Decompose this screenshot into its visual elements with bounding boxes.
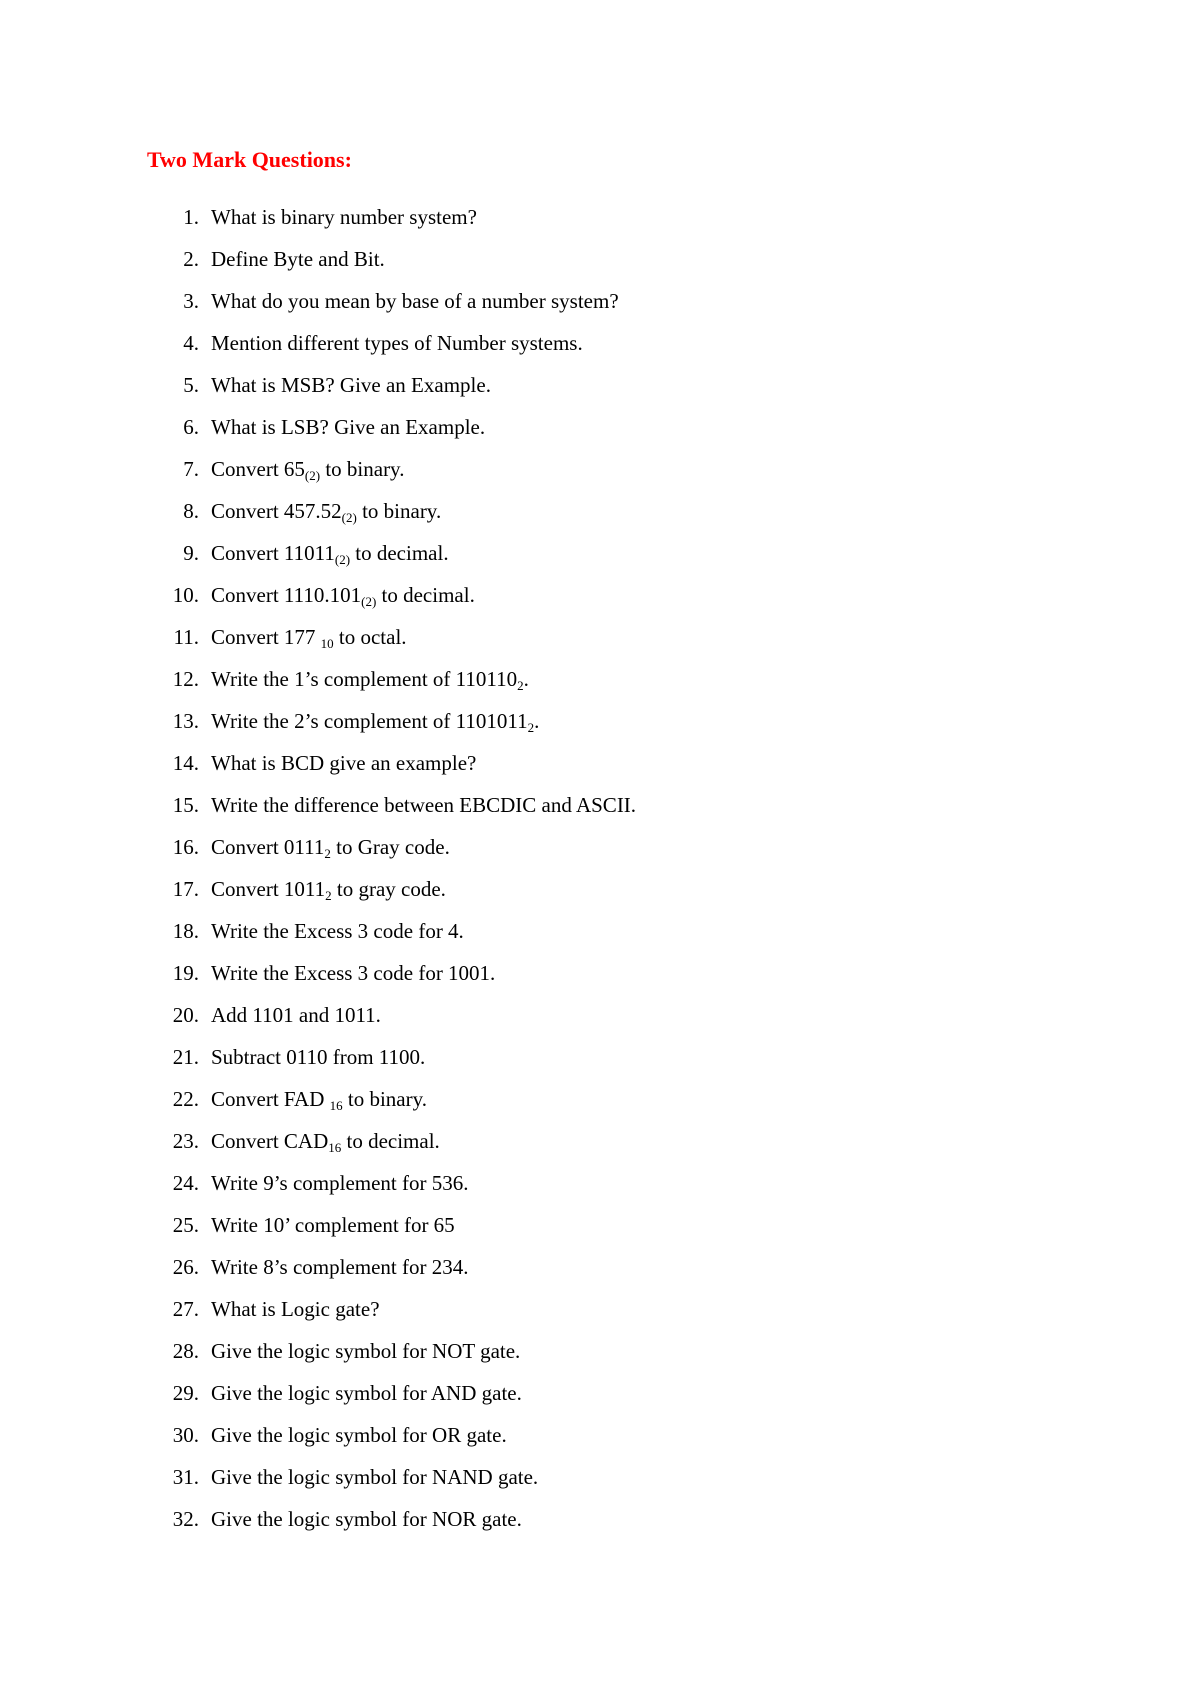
question-text bbox=[211, 960, 495, 986]
question-number: 13. bbox=[172, 709, 199, 733]
question-item bbox=[160, 372, 636, 414]
question-text bbox=[211, 288, 619, 314]
question-text-segment: to decimal. bbox=[350, 541, 449, 565]
question-text-segment: Give the logic symbol for AND gate. bbox=[211, 1381, 522, 1405]
question-text bbox=[211, 582, 475, 608]
question-number: 11. bbox=[173, 625, 199, 649]
question-item bbox=[160, 1422, 636, 1464]
question-text-segment: Convert 457.52 bbox=[211, 499, 342, 523]
question-number: 32. bbox=[172, 1507, 199, 1531]
question-text-segment: Write 8’s complement for 234. bbox=[211, 1255, 469, 1279]
question-number: 5. bbox=[183, 373, 199, 397]
question-item bbox=[160, 498, 636, 540]
question-text-segment: Write 9’s complement for 536. bbox=[211, 1171, 469, 1195]
question-text bbox=[211, 372, 491, 398]
question-text-segment: What is MSB? Give an Example. bbox=[211, 373, 491, 397]
question-number: 6. bbox=[183, 415, 199, 439]
question-text bbox=[211, 708, 539, 734]
question-number: 8. bbox=[183, 499, 199, 523]
question-text-segment: to octal. bbox=[333, 625, 407, 649]
question-list bbox=[160, 204, 636, 1548]
question-item bbox=[160, 1086, 636, 1128]
question-item bbox=[160, 1338, 636, 1380]
question-text bbox=[211, 1338, 520, 1364]
question-text-segment: to decimal. bbox=[376, 583, 475, 607]
question-item bbox=[160, 876, 636, 918]
question-text bbox=[211, 918, 464, 944]
question-text-segment: Define Byte and Bit. bbox=[211, 247, 385, 271]
question-text-segment: Add 1101 and 1011. bbox=[211, 1003, 381, 1027]
question-text-segment: to Gray code. bbox=[330, 835, 450, 859]
question-text-segment: to gray code. bbox=[331, 877, 446, 901]
question-item bbox=[160, 1464, 636, 1506]
question-text-segment: to binary. bbox=[356, 499, 442, 523]
question-item bbox=[160, 1170, 636, 1212]
question-item bbox=[160, 456, 636, 498]
question-item bbox=[160, 792, 636, 834]
question-text-segment: Convert 65 bbox=[211, 457, 305, 481]
question-text bbox=[211, 498, 441, 524]
question-text bbox=[211, 1128, 440, 1154]
question-subscript: 16 bbox=[328, 1140, 342, 1155]
question-number: 7. bbox=[183, 457, 199, 481]
page-heading: Two Mark Questions: bbox=[147, 147, 352, 172]
question-text bbox=[211, 666, 529, 692]
question-subscript: (2) bbox=[304, 468, 321, 483]
question-item bbox=[160, 540, 636, 582]
question-item bbox=[160, 1212, 636, 1254]
question-subscript: 2 bbox=[324, 846, 331, 861]
question-text-segment: What is LSB? Give an Example. bbox=[211, 415, 486, 439]
question-item bbox=[160, 1296, 636, 1338]
question-number: 10. bbox=[172, 583, 199, 607]
question-text-segment: What do you mean by base of a number system? bbox=[211, 289, 619, 313]
question-subscript: (2) bbox=[341, 510, 357, 525]
question-number: 4. bbox=[183, 331, 199, 355]
question-text bbox=[211, 246, 385, 272]
question-subscript: (2) bbox=[361, 594, 377, 609]
question-text bbox=[211, 792, 636, 818]
question-number: 15. bbox=[172, 793, 199, 817]
question-item bbox=[160, 1254, 636, 1296]
question-number: 2. bbox=[183, 247, 199, 271]
question-item bbox=[160, 666, 636, 708]
question-text bbox=[211, 624, 407, 650]
question-item bbox=[160, 708, 636, 750]
question-text-segment: Convert 1110.101 bbox=[211, 583, 362, 607]
question-text-segment: What is Logic gate? bbox=[211, 1297, 380, 1321]
question-number: 1. bbox=[183, 205, 199, 229]
question-number: 21. bbox=[172, 1045, 199, 1069]
question-text-segment: Convert CAD bbox=[211, 1129, 329, 1153]
question-item bbox=[160, 1506, 636, 1548]
question-number: 19. bbox=[172, 961, 199, 985]
question-text-segment: Convert 11011 bbox=[211, 541, 335, 565]
question-number: 25. bbox=[172, 1213, 199, 1237]
question-number: 14. bbox=[172, 751, 199, 775]
question-number: 22. bbox=[172, 1087, 199, 1111]
question-subscript: 2 bbox=[325, 888, 332, 903]
question-number: 29. bbox=[172, 1381, 199, 1405]
question-text-segment: Write the 1’s complement of 110110 bbox=[211, 667, 518, 691]
question-number: 3. bbox=[183, 289, 199, 313]
question-text-segment: . bbox=[534, 709, 540, 733]
question-item bbox=[160, 204, 636, 246]
question-subscript: 2 bbox=[517, 678, 524, 693]
question-item bbox=[160, 1002, 636, 1044]
question-number: 30. bbox=[172, 1423, 199, 1447]
question-text bbox=[211, 1044, 425, 1070]
question-number: 23. bbox=[172, 1129, 199, 1153]
question-text bbox=[211, 1170, 469, 1196]
question-text bbox=[211, 1380, 522, 1406]
question-text bbox=[211, 1506, 522, 1532]
question-number: 12. bbox=[172, 667, 199, 691]
question-text bbox=[211, 330, 583, 356]
question-text-segment: What is BCD give an example? bbox=[211, 751, 477, 775]
question-text-segment: What is binary number system? bbox=[211, 205, 477, 229]
question-number: 9. bbox=[183, 541, 199, 565]
question-number: 20. bbox=[172, 1003, 199, 1027]
question-text-segment: . bbox=[523, 667, 529, 691]
question-text-segment: to binary. bbox=[342, 1087, 427, 1111]
question-text bbox=[211, 1296, 380, 1322]
question-item bbox=[160, 624, 636, 666]
question-item bbox=[160, 582, 636, 624]
question-item bbox=[160, 750, 636, 792]
question-item bbox=[160, 288, 636, 330]
question-text-segment: Write the difference between EBCDIC and ASCII. bbox=[211, 793, 637, 817]
question-text-segment: to decimal. bbox=[341, 1129, 440, 1153]
question-number: 26. bbox=[172, 1255, 199, 1279]
question-text bbox=[211, 456, 404, 482]
question-text bbox=[211, 1086, 427, 1112]
question-number: 28. bbox=[172, 1339, 199, 1363]
question-text bbox=[211, 1464, 538, 1490]
question-text-segment: Mention different types of Number systems. bbox=[211, 331, 583, 355]
question-subscript: 10 bbox=[320, 636, 334, 651]
question-number: 17. bbox=[172, 877, 199, 901]
question-item bbox=[160, 918, 636, 960]
question-item bbox=[160, 414, 636, 456]
question-number: 18. bbox=[172, 919, 199, 943]
question-number: 31. bbox=[172, 1465, 199, 1489]
question-subscript: 2 bbox=[527, 720, 535, 735]
question-text bbox=[211, 204, 477, 230]
question-text-segment: Write the 2’s complement of 1101011 bbox=[211, 709, 528, 733]
question-number: 27. bbox=[172, 1297, 199, 1321]
question-number: 16. bbox=[172, 835, 199, 859]
question-text bbox=[211, 1002, 381, 1028]
question-text bbox=[211, 750, 476, 776]
question-item bbox=[160, 834, 636, 876]
question-item bbox=[160, 1380, 636, 1422]
question-text-segment: Convert 177 bbox=[211, 625, 321, 649]
question-text bbox=[211, 876, 446, 902]
question-text-segment: Write the Excess 3 code for 1001. bbox=[211, 961, 496, 985]
question-item bbox=[160, 330, 636, 372]
question-text-segment: Convert FAD bbox=[211, 1087, 330, 1111]
question-text bbox=[211, 834, 450, 860]
question-text-segment: Write 10’ complement for 65 bbox=[211, 1213, 455, 1237]
question-text bbox=[211, 1254, 469, 1280]
question-item bbox=[160, 246, 636, 288]
question-text-segment: Write the Excess 3 code for 4. bbox=[211, 919, 464, 943]
question-text-segment: Give the logic symbol for NAND gate. bbox=[211, 1465, 539, 1489]
question-subscript: 16 bbox=[329, 1098, 343, 1113]
question-item bbox=[160, 960, 636, 1002]
question-item bbox=[160, 1128, 636, 1170]
question-text-segment: Give the logic symbol for OR gate. bbox=[211, 1423, 507, 1447]
question-number: 24. bbox=[172, 1171, 199, 1195]
question-text-segment: Subtract 0110 from 1100. bbox=[211, 1045, 426, 1069]
question-text bbox=[211, 414, 485, 440]
question-text-segment: to binary. bbox=[320, 457, 405, 481]
question-text bbox=[211, 1212, 455, 1238]
question-text-segment: Convert 0111 bbox=[211, 835, 325, 859]
question-text bbox=[211, 540, 449, 566]
question-text-segment: Give the logic symbol for NOR gate. bbox=[211, 1507, 522, 1531]
question-subscript: (2) bbox=[334, 552, 351, 567]
question-text-segment: Give the logic symbol for NOT gate. bbox=[211, 1339, 521, 1363]
question-text bbox=[211, 1422, 507, 1448]
question-text-segment: Convert 1011 bbox=[211, 877, 326, 901]
question-item bbox=[160, 1044, 636, 1086]
